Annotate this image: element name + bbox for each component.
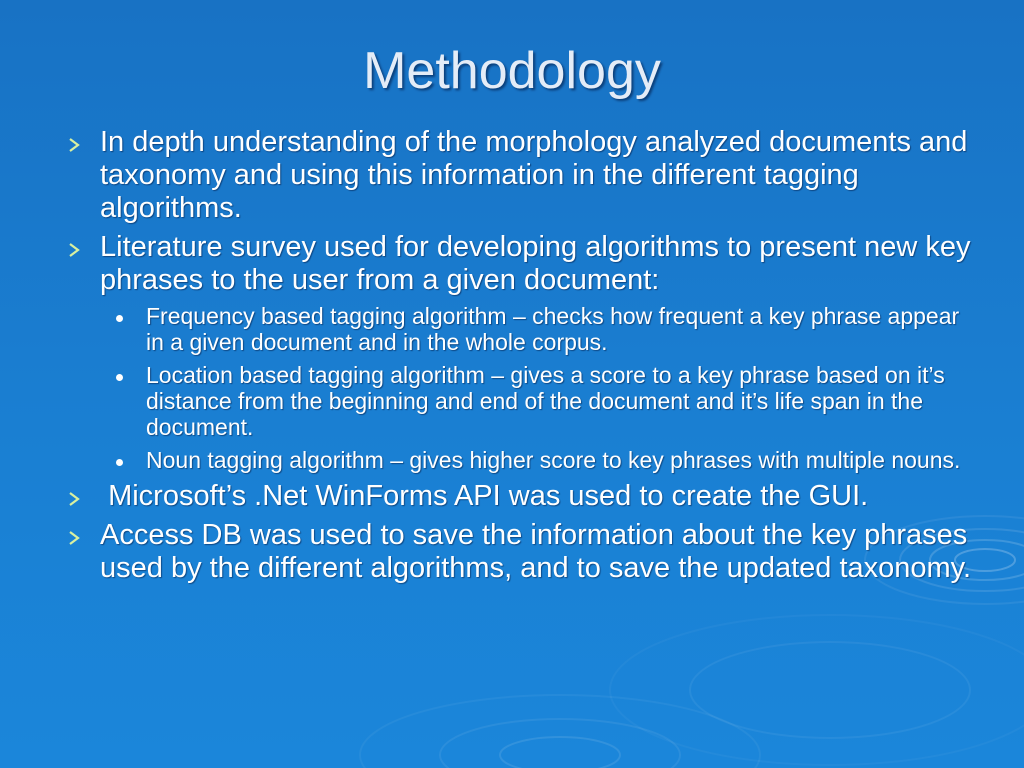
- sub-bullet-text: Noun tagging algorithm – gives higher score to key phrases with multiple nouns.: [146, 447, 961, 473]
- bullet-text: Access DB was used to save the information about the key phrases used by the different algorithms, and to save the updated taxonomy.: [100, 519, 972, 584]
- arrow-bullet-icon: [66, 491, 82, 507]
- dot-bullet-icon: [116, 374, 123, 381]
- bullet-text: Literature survey used for developing algorithms to present new key phrases to the user from a given document:: [100, 231, 971, 296]
- sub-bullet-item: [76, 362, 976, 440]
- dot-bullet-icon: [116, 315, 123, 322]
- bullet-item: [56, 126, 976, 225]
- sub-bullet-item: [76, 447, 976, 473]
- dot-bullet-icon: [116, 459, 123, 466]
- arrow-bullet-icon: [66, 530, 82, 546]
- slide-title: Methodology: [363, 42, 661, 100]
- bullet-text: In depth understanding of the morphology analyzed documents and taxonomy and using this information in the different tagging algorithms.: [100, 126, 968, 224]
- bullet-item: [56, 231, 976, 297]
- sub-bullet-list: [56, 303, 976, 473]
- bullet-item: [56, 519, 976, 585]
- sub-bullet-text: Location based tagging algorithm – gives a score to a key phrase based on it’s distance from the beginning and end of the document and it’s life span in the document.: [146, 362, 945, 440]
- arrow-bullet-icon: [66, 242, 82, 258]
- bullet-item: [56, 480, 976, 513]
- bullet-text: Microsoft’s .Net WinForms API was used to create the GUI.: [100, 480, 869, 512]
- sub-bullet-text: Frequency based tagging algorithm – checks how frequent a key phrase appear in a given document and in the whole corpus.: [146, 303, 960, 355]
- arrow-bullet-icon: [66, 137, 82, 153]
- bullet-list: [56, 126, 976, 591]
- sub-bullet-item: [76, 303, 976, 355]
